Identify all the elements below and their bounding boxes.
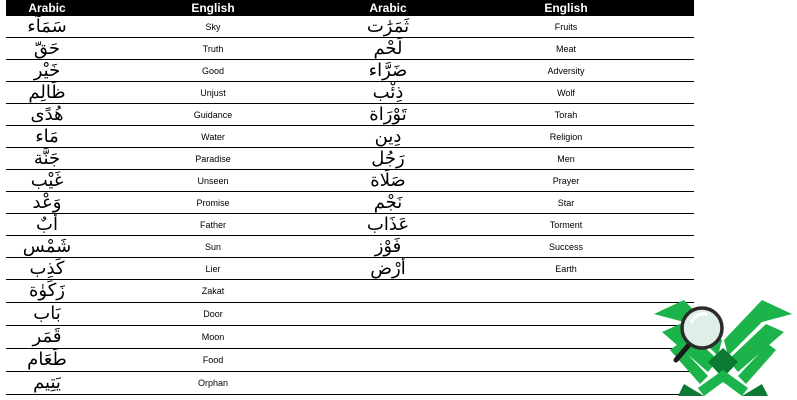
english-word-1: Sky [88,16,338,38]
header-english-2: English [438,0,694,16]
table-row [6,258,694,280]
vocabulary-sheet [6,0,694,400]
table-row [6,148,694,170]
english-word-1: Unseen [88,170,338,192]
arabic-word-2: عَذَاب [338,214,438,236]
arabic-word-2 [338,303,438,326]
table-row [6,60,694,82]
arabic-word-1: أَبٌ [6,214,88,236]
arabic-word-1: بَاب [6,303,88,326]
arabic-word-2: تَوْرَاة [338,104,438,126]
english-word-2: Star [438,192,694,214]
english-word-2: Fruits [438,16,694,38]
arabic-word-1: طَعَام [6,349,88,372]
header-arabic-1: Arabic [6,0,88,16]
table-row [6,303,694,326]
arabic-word-2 [338,349,438,372]
english-word-1: Promise [88,192,338,214]
arabic-word-1: هُدًى [6,104,88,126]
english-word-1: Door [88,303,338,326]
english-word-2: Torah [438,104,694,126]
arabic-word-2: صَلَاة [338,170,438,192]
english-word-2: Men [438,148,694,170]
english-word-2: Wolf [438,82,694,104]
arabic-word-2 [338,280,438,303]
arabic-word-2: ذِئْب [338,82,438,104]
arabic-word-1: شَمْس [6,236,88,258]
english-word-1: Lier [88,258,338,280]
arabic-word-2 [338,372,438,395]
arabic-word-2: دِين [338,126,438,148]
english-word-1: Moon [88,326,338,349]
table-row [6,280,694,303]
table-row [6,16,694,38]
english-word-1: Water [88,126,338,148]
header-arabic-2: Arabic [338,0,438,16]
english-word-1: Food [88,349,338,372]
english-word-1: Orphan [88,372,338,395]
english-word-2: Torment [438,214,694,236]
english-word-1: Paradise [88,148,338,170]
arabic-word-2: لَحْم [338,38,438,60]
english-word-1: Guidance [88,104,338,126]
arabic-word-2: رَجُل [338,148,438,170]
arabic-word-2 [338,326,438,349]
arabic-word-1: ظَالِم [6,82,88,104]
header-english-1: English [88,0,338,16]
table-row [6,126,694,148]
arabic-word-1: كَذِب [6,258,88,280]
arabic-word-2: أَرْض [338,258,438,280]
arabic-word-2: ثَمَرَٰت [338,16,438,38]
arabic-word-1: يَتِيم [6,372,88,395]
english-word-1: Zakat [88,280,338,303]
table-row [6,192,694,214]
vocabulary-table [6,0,694,395]
table-row [6,170,694,192]
english-word-1: Good [88,60,338,82]
arabic-word-1: حَقّ [6,38,88,60]
table-row [6,214,694,236]
english-word-1: Father [88,214,338,236]
english-word-2: Adversity [438,60,694,82]
quran-magnifier-logo [648,292,797,400]
arabic-word-1: خَيْر [6,60,88,82]
arabic-word-2: نَجْم [338,192,438,214]
english-word-2: Religion [438,126,694,148]
arabic-word-1: غَيْب [6,170,88,192]
table-row [6,104,694,126]
english-word-1: Sun [88,236,338,258]
english-word-1: Unjust [88,82,338,104]
arabic-word-1: مَاء [6,126,88,148]
arabic-word-1: زَكَوٰة [6,280,88,303]
english-word-2: Meat [438,38,694,60]
arabic-word-1: قَمَر [6,326,88,349]
table-header-row [6,0,694,16]
arabic-word-2: ضَرَّاء [338,60,438,82]
table-row [6,349,694,372]
arabic-word-1: سَمَآء [6,16,88,38]
table-row [6,82,694,104]
english-word-2: Earth [438,258,694,280]
arabic-word-2: فَوْز [338,236,438,258]
table-body [6,16,694,395]
arabic-word-1: جَنَّة [6,148,88,170]
table-row [6,372,694,395]
english-word-1: Truth [88,38,338,60]
table-row [6,38,694,60]
table-row [6,326,694,349]
table-row [6,236,694,258]
english-word-2: Prayer [438,170,694,192]
english-word-2: Success [438,236,694,258]
arabic-word-1: وَعْد [6,192,88,214]
